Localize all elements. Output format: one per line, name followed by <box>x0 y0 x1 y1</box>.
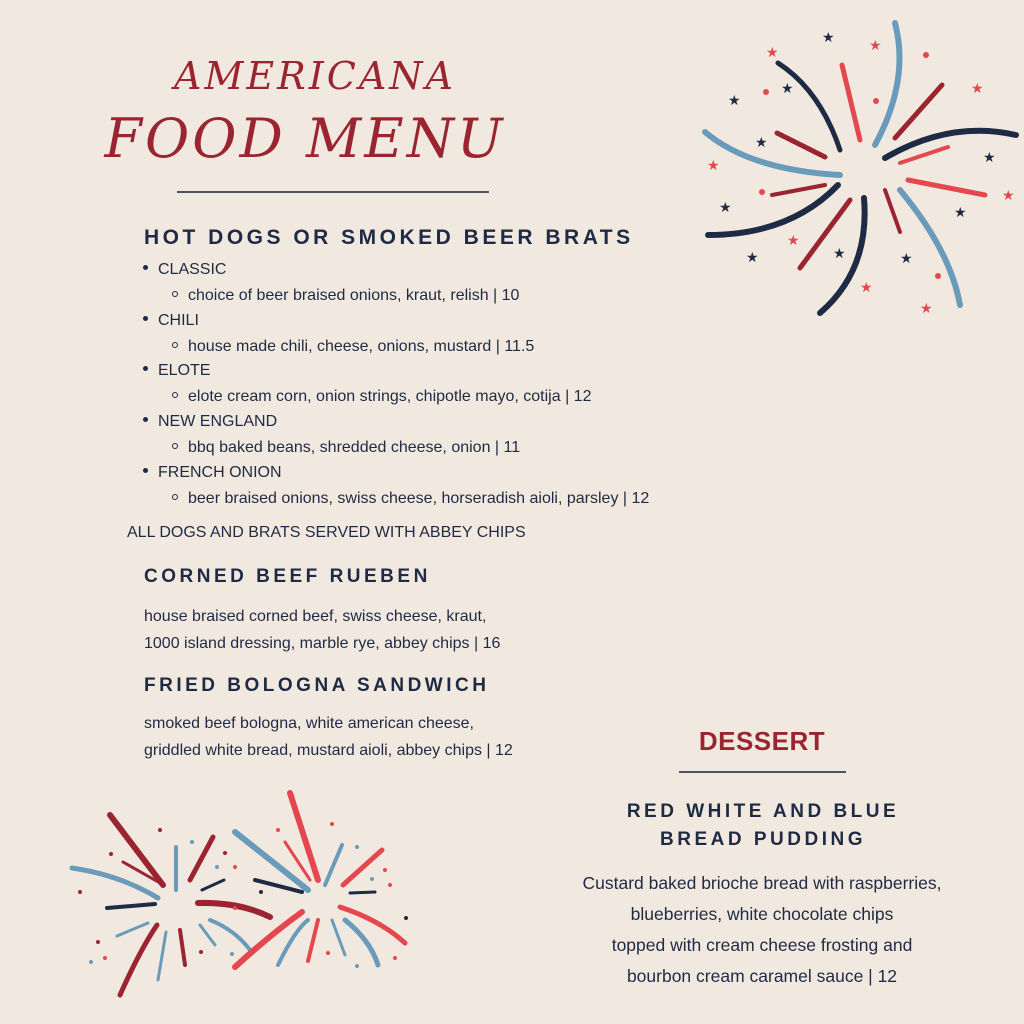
item-chili: CHILI <box>143 312 199 330</box>
svg-text:★: ★ <box>787 233 800 249</box>
bologna-desc-line1: smoked beef bologna, white american cheese, <box>144 715 474 732</box>
bologna-desc-line2: griddled white bread, mustard aioli, abbey chips | 12 <box>144 742 513 759</box>
item-chili-desc: house made chili, cheese, onions, mustard | 11.5 <box>172 338 534 356</box>
dessert-desc-line3: topped with cream cheese frosting and <box>611 935 913 955</box>
svg-text:★: ★ <box>954 205 967 221</box>
bologna-heading: FRIED BOLOGNA SANDWICH <box>144 675 490 696</box>
dessert-desc-line2: blueberries, white chocolate chips <box>630 904 894 924</box>
svg-text:★: ★ <box>746 250 759 266</box>
dessert-desc <box>520 868 1004 992</box>
bologna-desc <box>144 710 513 764</box>
item-french-onion: FRENCH ONION <box>143 464 282 482</box>
svg-text:★: ★ <box>860 280 873 296</box>
rueben-desc <box>144 603 500 657</box>
item-classic: CLASSIC <box>143 261 226 279</box>
dessert-title: DESSERT <box>698 726 826 756</box>
svg-text:★: ★ <box>719 200 732 216</box>
item-classic-desc: choice of beer braised onions, kraut, relish | 10 <box>172 287 519 305</box>
rueben-desc-line2: 1000 island dressing, marble rye, abbey chips | 16 <box>144 635 501 652</box>
menu-title-line1: americana <box>174 39 456 102</box>
svg-text:★: ★ <box>707 158 720 174</box>
svg-text:★: ★ <box>920 301 933 317</box>
item-new-england-desc: bbq baked beans, shredded cheese, onion | 11 <box>172 439 520 457</box>
item-elote: ELOTE <box>143 362 210 380</box>
dessert-desc-line4: bourbon cream caramel sauce | 12 <box>626 966 898 986</box>
hot-dogs-heading: HOT DOGS OR SMOKED BEER BRATS <box>144 226 634 249</box>
item-french-onion-desc: beer braised onions, swiss cheese, horseradish aioli, parsley | 12 <box>172 490 649 508</box>
menu-title-line2: FOOD MENU <box>104 107 506 170</box>
dessert-desc-line1: Custard baked brioche bread with raspberries, <box>582 873 942 893</box>
dessert-divider <box>679 771 846 773</box>
svg-text:★: ★ <box>781 81 794 97</box>
dessert-item-heading <box>563 798 963 854</box>
svg-text:★: ★ <box>822 30 835 46</box>
svg-text:★: ★ <box>766 45 779 61</box>
svg-text:★: ★ <box>1002 188 1015 204</box>
item-new-england: NEW ENGLAND <box>143 413 277 431</box>
svg-text:★: ★ <box>833 246 846 262</box>
dessert-item-line2: BREAD PUDDING <box>660 829 866 850</box>
svg-text:★: ★ <box>869 38 882 54</box>
svg-text:★: ★ <box>755 135 768 151</box>
title-divider <box>177 191 489 193</box>
rueben-desc-line1: house braised corned beef, swiss cheese, kraut, <box>144 608 487 625</box>
dessert-item-line1: RED WHITE AND BLUE <box>626 801 900 822</box>
firework-bottom-left-icon <box>60 780 420 1010</box>
svg-text:★: ★ <box>971 81 984 97</box>
svg-text:★: ★ <box>983 150 996 166</box>
item-elote-desc: elote cream corn, onion strings, chipotle mayo, cotija | 12 <box>172 388 591 406</box>
svg-text:★: ★ <box>728 93 741 109</box>
rueben-heading: CORNED BEEF RUEBEN <box>144 566 431 587</box>
hot-dogs-note: ALL DOGS AND BRATS SERVED WITH ABBEY CHIPS <box>127 524 526 541</box>
firework-top-right-icon <box>690 20 1024 330</box>
svg-text:★: ★ <box>900 251 913 267</box>
